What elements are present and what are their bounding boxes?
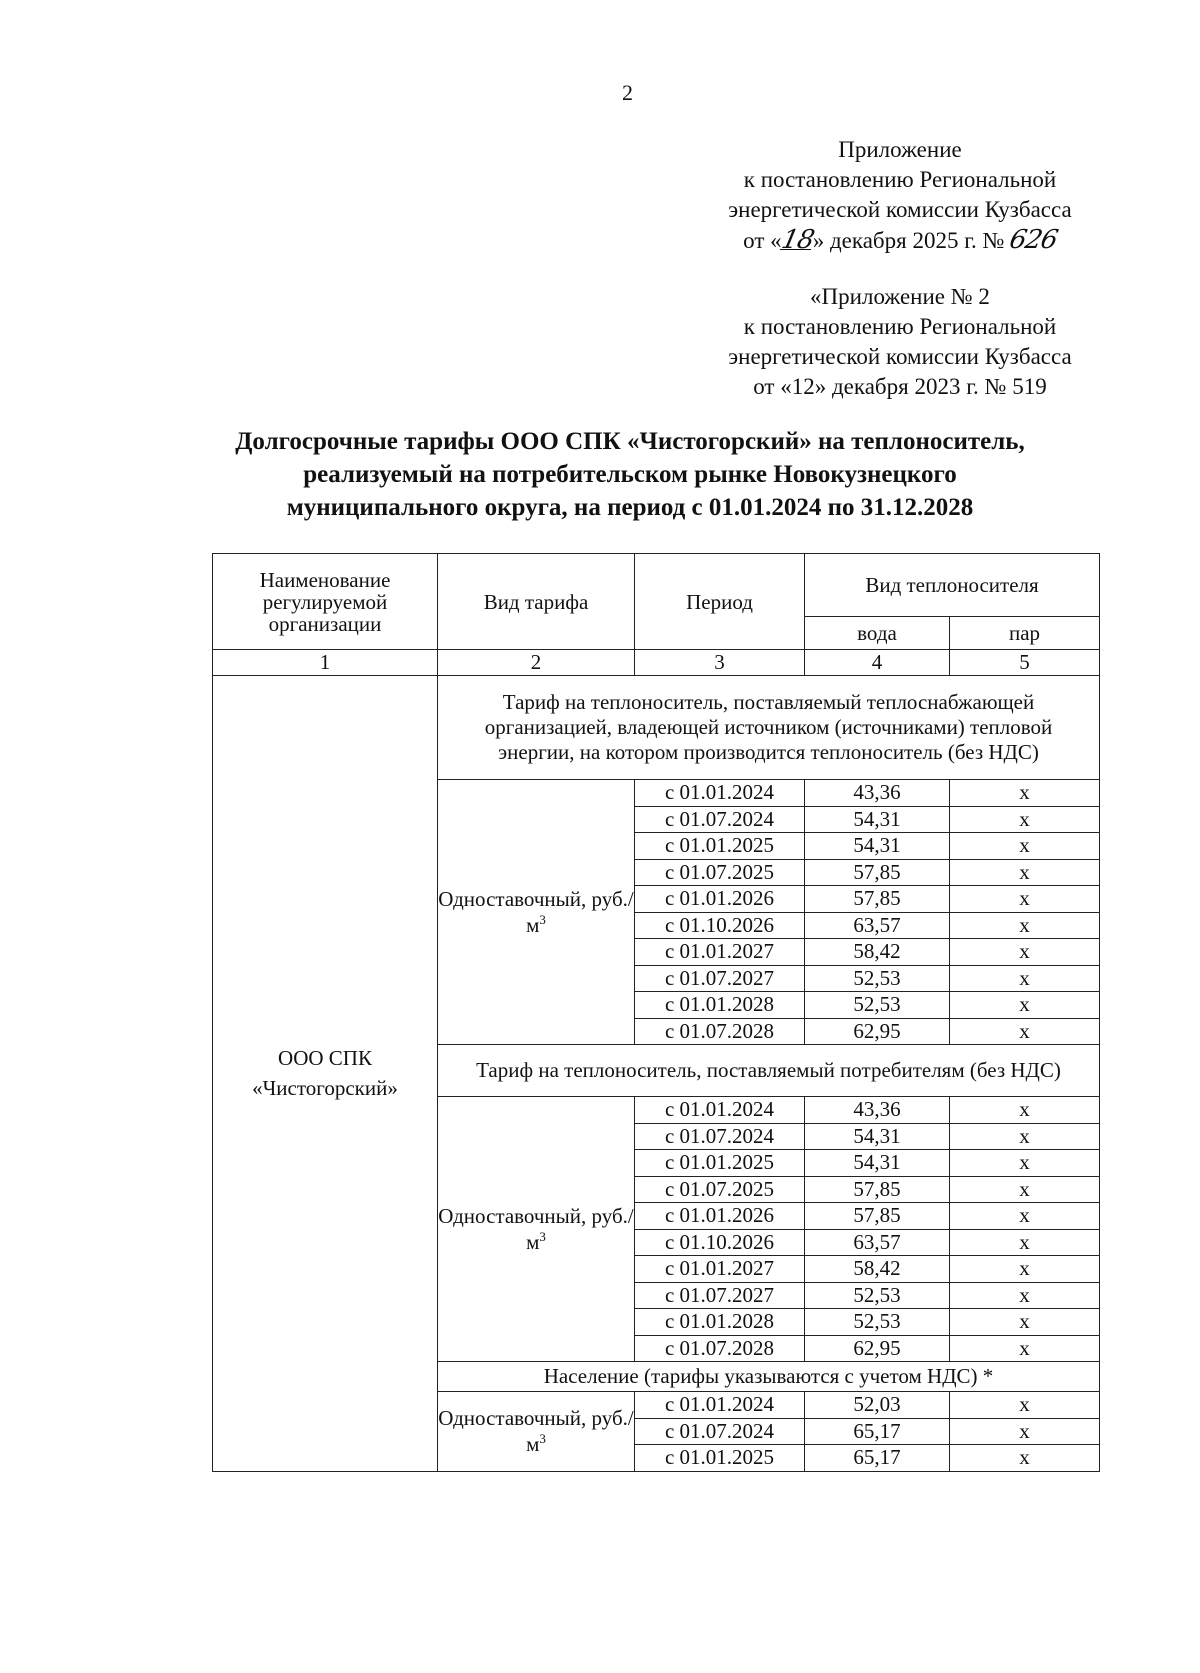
- water-cell: 54,31: [805, 806, 950, 833]
- header-carrier: Вид теплоносителя: [805, 554, 1100, 617]
- water-cell: 63,57: [805, 1229, 950, 1256]
- unit-exponent: 3: [539, 1431, 546, 1447]
- period-cell: с 01.07.2025: [635, 859, 805, 886]
- period-cell: с 01.07.2028: [635, 1335, 805, 1362]
- approval-block-current: [690, 135, 1110, 256]
- water-cell: 52,03: [805, 1392, 950, 1419]
- approval-date-line: [690, 225, 1110, 256]
- period-cell: с 01.07.2027: [635, 1282, 805, 1309]
- period-cell: с 01.01.2024: [635, 780, 805, 807]
- water-cell: 52,53: [805, 1282, 950, 1309]
- period-cell: с 01.01.2027: [635, 1256, 805, 1283]
- period-cell: с 01.10.2026: [635, 1229, 805, 1256]
- steam-cell: x: [950, 859, 1100, 886]
- water-cell: 62,95: [805, 1335, 950, 1362]
- water-cell: 43,36: [805, 780, 950, 807]
- organization-cell: ООО СПК «Чистогорский»: [213, 676, 438, 1472]
- approval-line: Приложение: [838, 137, 962, 162]
- handwritten-number: 626: [1007, 225, 1061, 255]
- header-period: Период: [635, 554, 805, 650]
- date-prefix: от «: [743, 228, 782, 253]
- water-cell: 63,57: [805, 912, 950, 939]
- header-row: [213, 554, 1100, 617]
- water-cell: 54,31: [805, 1150, 950, 1177]
- steam-cell: x: [950, 1392, 1100, 1419]
- col-number: 3: [635, 650, 805, 676]
- period-cell: с 01.01.2026: [635, 1203, 805, 1230]
- tariff-type-label: Одноставочный, руб./м: [438, 1204, 634, 1254]
- col-number: 4: [805, 650, 950, 676]
- steam-cell: x: [950, 1176, 1100, 1203]
- steam-cell: x: [950, 1203, 1100, 1230]
- period-cell: с 01.07.2028: [635, 1018, 805, 1045]
- section-title: Население (тарифы указываются с учетом НДС) *: [438, 1362, 1100, 1392]
- period-cell: с 01.01.2025: [635, 1445, 805, 1472]
- period-cell: с 01.01.2025: [635, 1150, 805, 1177]
- approval-line: энергетической комиссии Кузбасса: [728, 344, 1072, 369]
- steam-cell: x: [950, 1256, 1100, 1283]
- steam-cell: x: [950, 1018, 1100, 1045]
- water-cell: 52,53: [805, 992, 950, 1019]
- period-cell: с 01.07.2027: [635, 965, 805, 992]
- water-cell: 54,31: [805, 1123, 950, 1150]
- unit-exponent: 3: [539, 1229, 546, 1244]
- steam-cell: x: [950, 1097, 1100, 1124]
- steam-cell: x: [950, 965, 1100, 992]
- steam-cell: x: [950, 912, 1100, 939]
- water-cell: 54,31: [805, 833, 950, 860]
- date-middle: » декабря 2025 г. №: [812, 228, 1005, 253]
- period-cell: с 01.01.2028: [635, 992, 805, 1019]
- tariff-table: [212, 553, 1100, 1472]
- approval-line: к постановлению Региональной: [743, 314, 1057, 339]
- steam-cell: x: [950, 1282, 1100, 1309]
- steam-cell: x: [950, 833, 1100, 860]
- tariff-type-cell: [438, 780, 635, 1045]
- steam-cell: x: [950, 780, 1100, 807]
- unit-exponent: 3: [539, 912, 546, 927]
- water-cell: 43,36: [805, 1097, 950, 1124]
- period-cell: с 01.10.2026: [635, 912, 805, 939]
- steam-cell: x: [950, 806, 1100, 833]
- period-cell: с 01.07.2024: [635, 806, 805, 833]
- column-number-row: [213, 650, 1100, 676]
- document-title: [200, 425, 1060, 524]
- handwritten-day: 18: [778, 225, 816, 255]
- period-cell: с 01.01.2027: [635, 939, 805, 966]
- col-number: 1: [213, 650, 438, 676]
- page-number: 2: [622, 80, 633, 105]
- tariff-type-cell: [438, 1392, 635, 1472]
- steam-cell: x: [950, 1418, 1100, 1445]
- steam-cell: x: [950, 1309, 1100, 1336]
- water-cell: 57,85: [805, 1203, 950, 1230]
- water-cell: 65,17: [805, 1445, 950, 1472]
- steam-cell: x: [950, 992, 1100, 1019]
- approval-block-original: [690, 282, 1110, 402]
- tariff-type-label: Одноставочный, руб./м: [438, 1406, 634, 1457]
- period-cell: с 01.01.2026: [635, 886, 805, 913]
- period-cell: с 01.07.2025: [635, 1176, 805, 1203]
- section-title: Тариф на теплоноситель, поставляемый теплоснабжающей организацией, владеющей источником (источниками) тепловой энергии, на котором производится теплоноситель (без НДС): [438, 676, 1100, 780]
- steam-cell: x: [950, 1445, 1100, 1472]
- period-cell: с 01.01.2024: [635, 1392, 805, 1419]
- water-cell: 57,85: [805, 859, 950, 886]
- section-title: Тариф на теплоноситель, поставляемый потребителям (без НДС): [438, 1045, 1100, 1097]
- approval-line: «Приложение № 2: [810, 284, 990, 309]
- header-org: Наименование регулируемой организации: [213, 554, 438, 650]
- water-cell: 65,17: [805, 1418, 950, 1445]
- header-steam: пар: [950, 617, 1100, 650]
- water-cell: 57,85: [805, 1176, 950, 1203]
- tariff-table-body: [213, 554, 1100, 1472]
- col-number: 5: [950, 650, 1100, 676]
- title-line: муниципального округа, на период с 01.01.2024 по 31.12.2028: [286, 494, 974, 521]
- period-cell: с 01.01.2024: [635, 1097, 805, 1124]
- header-tariff-type: Вид тарифа: [438, 554, 635, 650]
- period-cell: с 01.01.2028: [635, 1309, 805, 1336]
- tariff-type-cell: [438, 1097, 635, 1362]
- water-cell: 58,42: [805, 1256, 950, 1283]
- period-cell: с 01.07.2024: [635, 1123, 805, 1150]
- header-water: вода: [805, 617, 950, 650]
- period-cell: с 01.01.2025: [635, 833, 805, 860]
- water-cell: 52,53: [805, 965, 950, 992]
- title-line: Долгосрочные тарифы ООО СПК «Чистогорский» на теплоноситель,: [235, 428, 1025, 455]
- period-cell: с 01.07.2024: [635, 1418, 805, 1445]
- approval-line: к постановлению Региональной: [743, 167, 1057, 192]
- approval-line: от «12» декабря 2023 г. № 519: [753, 374, 1047, 399]
- col-number: 2: [438, 650, 635, 676]
- steam-cell: x: [950, 1150, 1100, 1177]
- water-cell: 62,95: [805, 1018, 950, 1045]
- section-title-row: [213, 676, 1100, 780]
- steam-cell: x: [950, 886, 1100, 913]
- steam-cell: x: [950, 1335, 1100, 1362]
- steam-cell: x: [950, 939, 1100, 966]
- steam-cell: x: [950, 1123, 1100, 1150]
- water-cell: 57,85: [805, 886, 950, 913]
- tariff-type-label: Одноставочный, руб./м: [438, 887, 634, 937]
- title-line: реализуемый на потребительском рынке Новокузнецкого: [303, 461, 957, 488]
- water-cell: 52,53: [805, 1309, 950, 1336]
- water-cell: 58,42: [805, 939, 950, 966]
- steam-cell: x: [950, 1229, 1100, 1256]
- approval-line: энергетической комиссии Кузбасса: [728, 197, 1072, 222]
